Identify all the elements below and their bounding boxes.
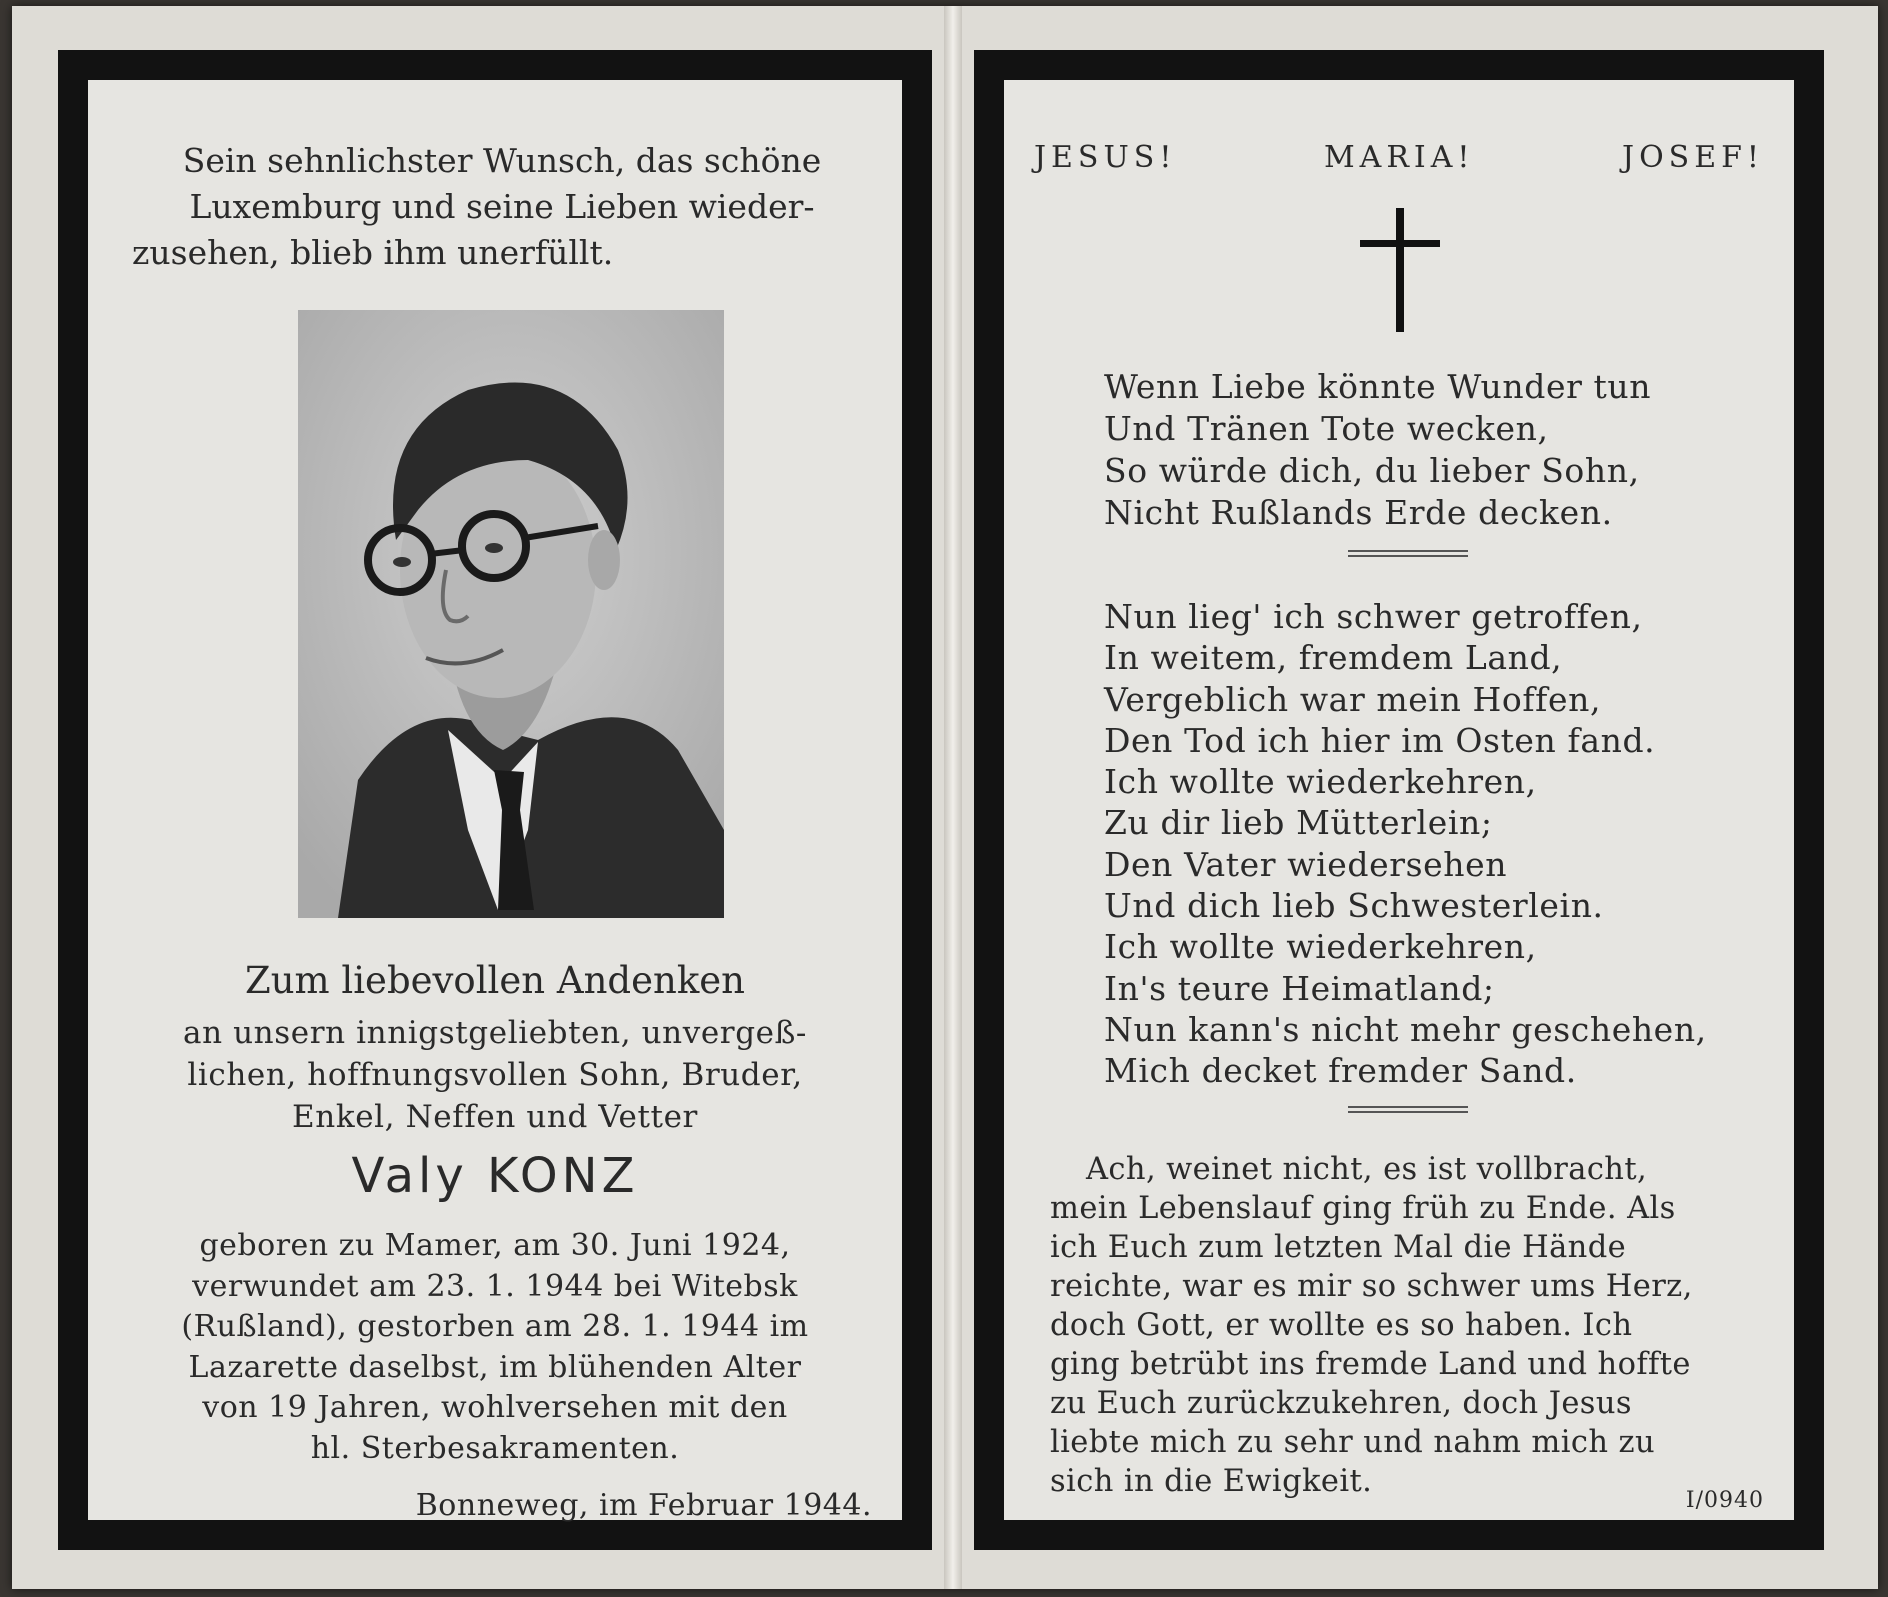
prose-line: zu Euch zurückzukehren, doch Jesus [1050,1386,1632,1421]
divider [1348,550,1468,560]
poem-verse-2 [1104,596,1707,1092]
bio-line: (Rußland), gestorben am 28. 1. 1944 im [181,1309,809,1344]
prose-line: Ach, weinet nicht, es ist vollbracht, [1086,1152,1648,1187]
prose-line: mein Lebenslauf ging früh zu Ende. Als [1050,1191,1676,1226]
cross-icon [1360,208,1440,332]
poem-line: Ich wollte wiederkehren, [1104,762,1537,802]
bio-line: geboren zu Mamer, am 30. Juni 1924, [199,1228,791,1263]
prose-text [1050,1150,1756,1501]
portrait-photo [298,310,724,918]
poem-verse-1 [1104,366,1651,534]
prose-line: ging betrübt ins fremde Land und hoffte [1050,1347,1691,1382]
invocation-maria: MARIA! [1323,140,1475,175]
prose-line: ich Euch zum letzten Mal die Hände [1050,1230,1627,1265]
bio-line: verwundet am 23. 1. 1944 bei Witebsk [192,1268,798,1304]
biography-text [128,1226,862,1469]
poem-line: Nun kann's nicht mehr geschehen, [1104,1009,1707,1049]
print-code: I/0940 [1685,1488,1764,1513]
bio-line: Lazarette daselbst, im blühenden Alter [188,1349,802,1385]
poem-line: Den Tod ich hier im Osten fand. [1104,720,1656,760]
place-date: Bonneweg, im Februar 1944. [415,1488,872,1523]
divider [1348,1106,1468,1116]
deceased-name: Valy KONZ [351,1148,639,1204]
card-fold [944,6,962,1589]
wish-line: Luxemburg und seine Lieben wieder- [189,187,815,226]
poem-line: Nicht Rußlands Erde decken. [1104,493,1613,532]
poem-line: Wenn Liebe könnte Wunder tun [1104,367,1652,406]
poem-line: Und dich lieb Schwesterlein. [1104,886,1604,926]
right-panel [974,50,1824,1550]
wish-text [132,138,872,276]
poem-line: Nun lieg' ich schwer getroffen, [1104,597,1643,636]
poem-line: Vergeblich war mein Hoffen, [1104,679,1602,719]
dedication-text [128,1012,862,1138]
prose-line: doch Gott, er wollte es so haben. Ich [1050,1308,1633,1343]
portrait-icon [298,310,724,918]
poem-line: Den Vater wiedersehen [1104,844,1508,884]
dedication-line: an unsern innigstgeliebten, unvergeß- [183,1015,807,1051]
wish-line: Sein sehnlichster Wunsch, das schöne [182,141,822,180]
dedication-line: Enkel, Neffen und Vetter [292,1099,698,1135]
invocation [1034,138,1764,178]
wish-line: zusehen, blieb ihm unerfüllt. [132,233,614,272]
poem-line: Und Tränen Tote wecken, [1104,409,1549,448]
poem-line: In's teure Heimatland; [1104,968,1495,1008]
prose-line: reichte, war es mir so schwer ums Herz, [1050,1269,1693,1304]
poem-line: In weitem, fremdem Land, [1104,638,1563,678]
in-memory-heading: Zum liebevollen Andenken [245,959,745,1002]
poem-line: So würde dich, du lieber Sohn, [1104,451,1640,490]
invocation-jesus: JESUS! [1034,140,1177,175]
prose-line: sich in die Ewigkeit. [1050,1464,1373,1499]
prose-line: liebte mich zu sehr und nahm mich zu [1050,1425,1656,1460]
bio-line: von 19 Jahren, wohlversehen mit den [202,1390,788,1425]
left-panel [58,50,932,1550]
poem-line: Mich decket fremder Sand. [1104,1051,1577,1091]
poem-line: Zu dir lieb Mütterlein; [1104,803,1493,843]
poem-line: Ich wollte wiederkehren, [1104,927,1537,967]
invocation-josef: JOSEF! [1622,140,1764,175]
dedication-line: lichen, hoffnungsvollen Sohn, Bruder, [187,1057,803,1093]
bio-line: hl. Sterbesakramenten. [310,1430,680,1466]
